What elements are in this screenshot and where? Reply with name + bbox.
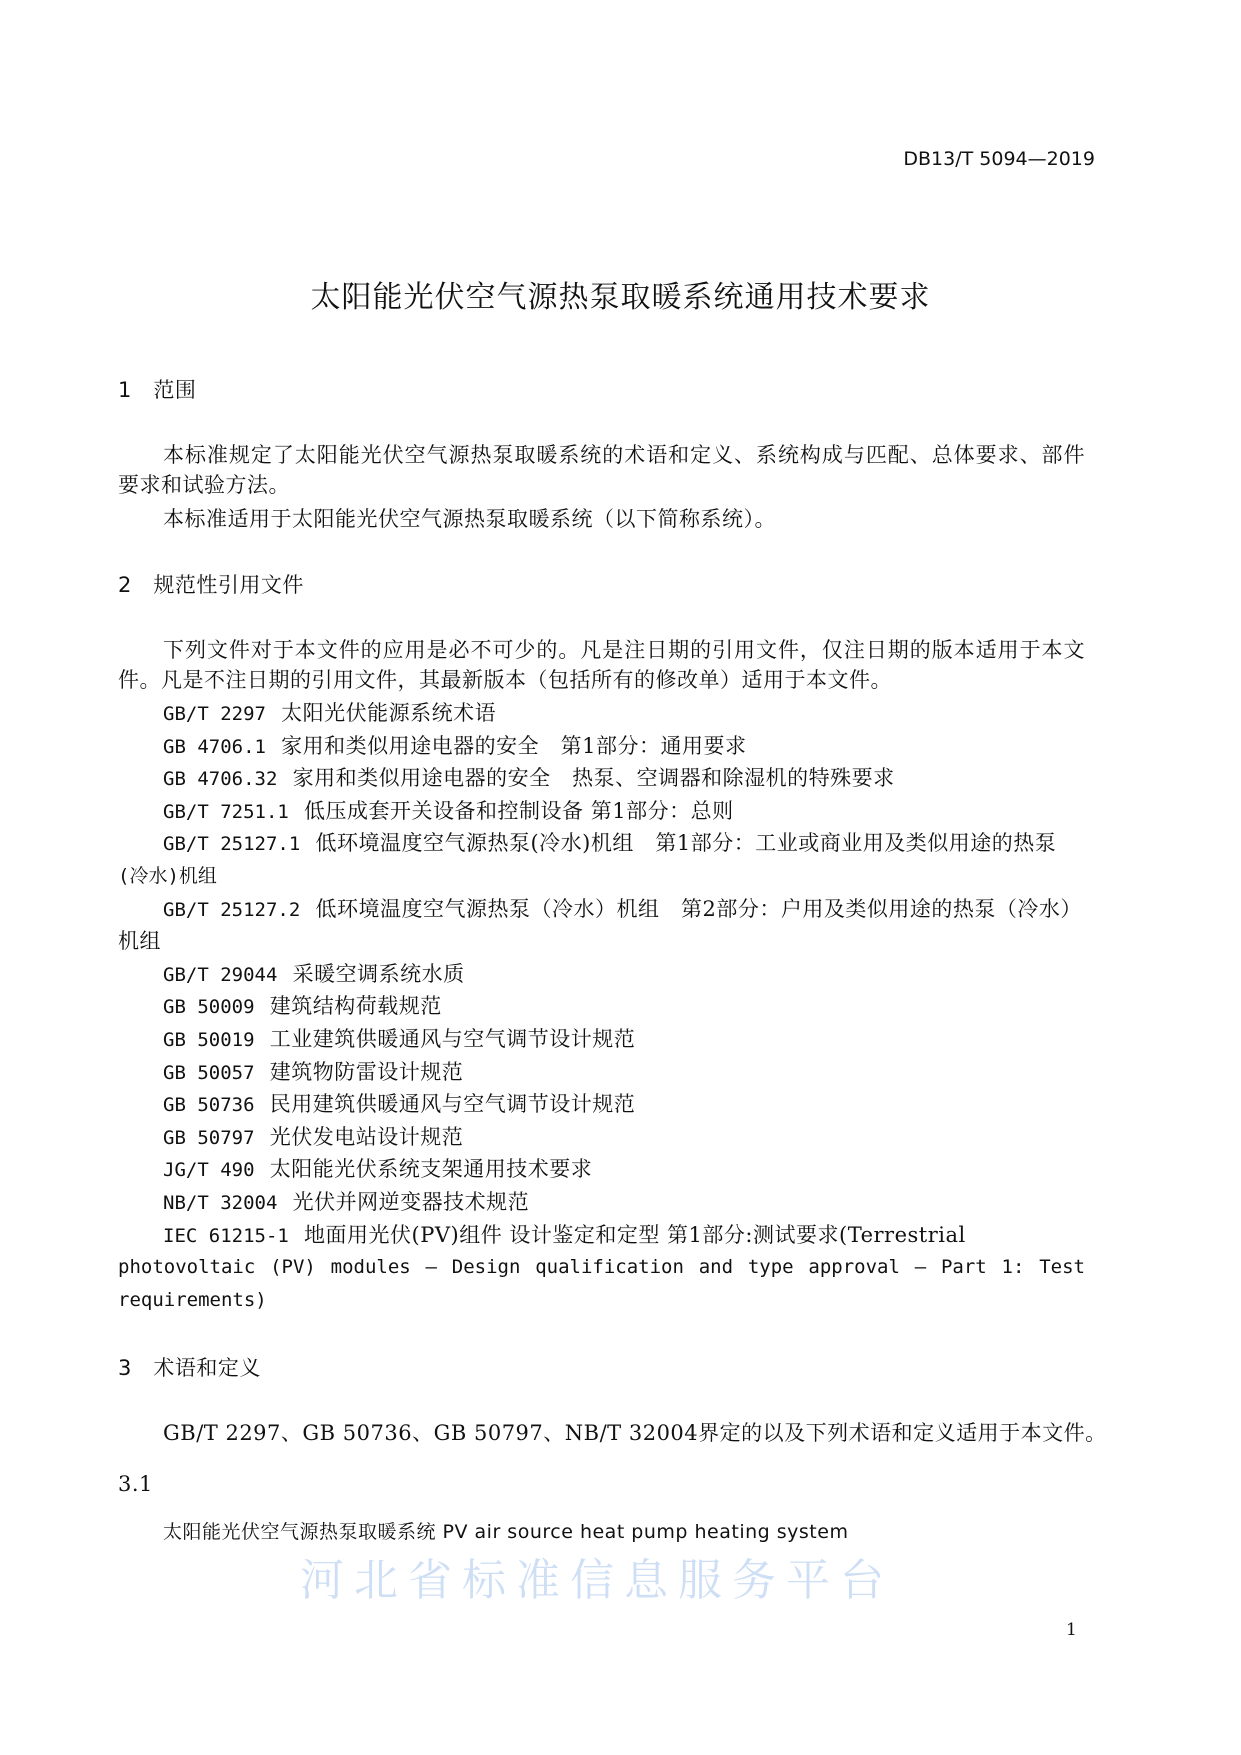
section-3-heading: 3 术语和定义 [118,1356,261,1380]
reference-continuation: 机组 [118,929,161,954]
reference-item [163,698,1085,729]
paragraph: GB/T 2297、GB 50736、GB 50797、NB/T 32004界定的以及下列术语和定义适用于本文件。 [163,1421,1107,1445]
document-title: 太阳能光伏空气源热泵取暖系统通用技术要求 [310,280,931,315]
reference-code: NB/T 32004 [163,1192,278,1214]
paragraph-line: 件。凡是不注日期的引用文件，其最新版本（包括所有的修改单）适用于本文件。 [118,668,892,692]
reference-title: 光伏发电站设计规范 [269,1124,464,1149]
reference-item [163,796,1085,827]
reference-continuation: requirements) [118,1288,267,1311]
reference-title: 家用和类似用途电器的安全 热泵、空调器和除湿机的特殊要求 [292,766,895,791]
reference-title: 家用和类似用途电器的安全 第1部分：通用要求 [281,733,747,758]
reference-item [163,991,1085,1022]
paragraph-line: 要求和试验方法。 [118,473,290,497]
page-number: 1 [1066,1620,1077,1640]
reference-title: 工业建筑供暖通风与空气调节设计规范 [269,1027,636,1051]
reference-item [163,1089,1085,1120]
reference-code: GB/T 25127.2 [163,898,301,921]
reference-item [163,1057,1085,1088]
section-2-heading: 2 规范性引用文件 [118,573,304,597]
reference-code: GB 50057 [163,1061,255,1084]
reference-title: 地面用光伏(PV)组件 设计鉴定和定型 第1部分:测试要求(Terrestrial [304,1222,966,1247]
reference-title: 采暖空调系统水质 [292,961,465,986]
paragraph: 本标准适用于太阳能光伏空气源热泵取暖系统（以下简称系统）。 [163,507,776,531]
term-number: 3.1 [118,1472,153,1496]
reference-title: 太阳光伏能源系统术语 [281,701,497,725]
reference-item [163,959,1085,990]
reference-title: 低环境温度空气源热泵（冷水）机组 第2部分：户用及类似用途的热泵（冷水） [315,896,1082,921]
reference-title: 建筑结构荷载规范 [269,994,442,1019]
section-1-heading: 1 范围 [118,378,197,402]
reference-code: GB 50736 [163,1094,255,1117]
reference-code: GB 4706.32 [163,768,278,791]
reference-item [163,894,1085,925]
reference-title: 低压成套开关设备和控制设备 第1部分：总则 [304,798,734,823]
reference-code: GB/T 29044 [163,963,278,986]
reference-item [163,828,1085,859]
reference-title: 建筑物防雷设计规范 [269,1059,464,1084]
reference-item [163,1220,1085,1251]
reference-title: 低环境温度空气源热泵(冷水)机组 第1部分：工业或商业用及类似用途的热泵 [315,831,1057,856]
document-number: DB13/T 5094—2019 [903,148,1095,170]
reference-code: GB/T 7251.1 [163,800,289,823]
reference-code: GB 50797 [163,1126,255,1149]
reference-code: GB 50009 [163,996,255,1019]
reference-item [163,731,1085,762]
paragraph-line: 下列文件对于本文件的应用是必不可少的。凡是注日期的引用文件，仅注日期的版本适用于本文 [163,638,1085,662]
watermark: 河北省标准信息服务平台 [300,1555,894,1606]
reference-item [163,1154,1085,1185]
reference-continuation: (冷水)机组 [118,865,217,887]
reference-title: 民用建筑供暖通风与空气调节设计规范 [269,1092,636,1117]
reference-item [163,763,1085,794]
reference-code: GB/T 2297 [163,703,266,725]
term-title: 太阳能光伏空气源热泵取暖系统 PV air source heat pump heating system [163,1521,849,1543]
reference-code: GB 50019 [163,1029,255,1051]
reference-title: 光伏并网逆变器技术规范 [292,1190,530,1214]
reference-item [163,1024,1085,1055]
reference-code: GB 4706.1 [163,735,266,758]
reference-code: JG/T 490 [163,1159,255,1182]
reference-item [163,1122,1085,1153]
reference-continuation: photovoltaic (PV) modules – Design qualification and type approval – Part 1: Test [118,1256,1085,1279]
paragraph-line: 本标准规定了太阳能光伏空气源热泵取暖系统的术语和定义、系统构成与匹配、总体要求、部件 [163,443,1085,467]
reference-item [163,1187,1085,1218]
reference-title: 太阳能光伏系统支架通用技术要求 [269,1157,593,1182]
reference-code: GB/T 25127.1 [163,833,301,856]
reference-code: IEC 61215-1 [163,1224,289,1247]
